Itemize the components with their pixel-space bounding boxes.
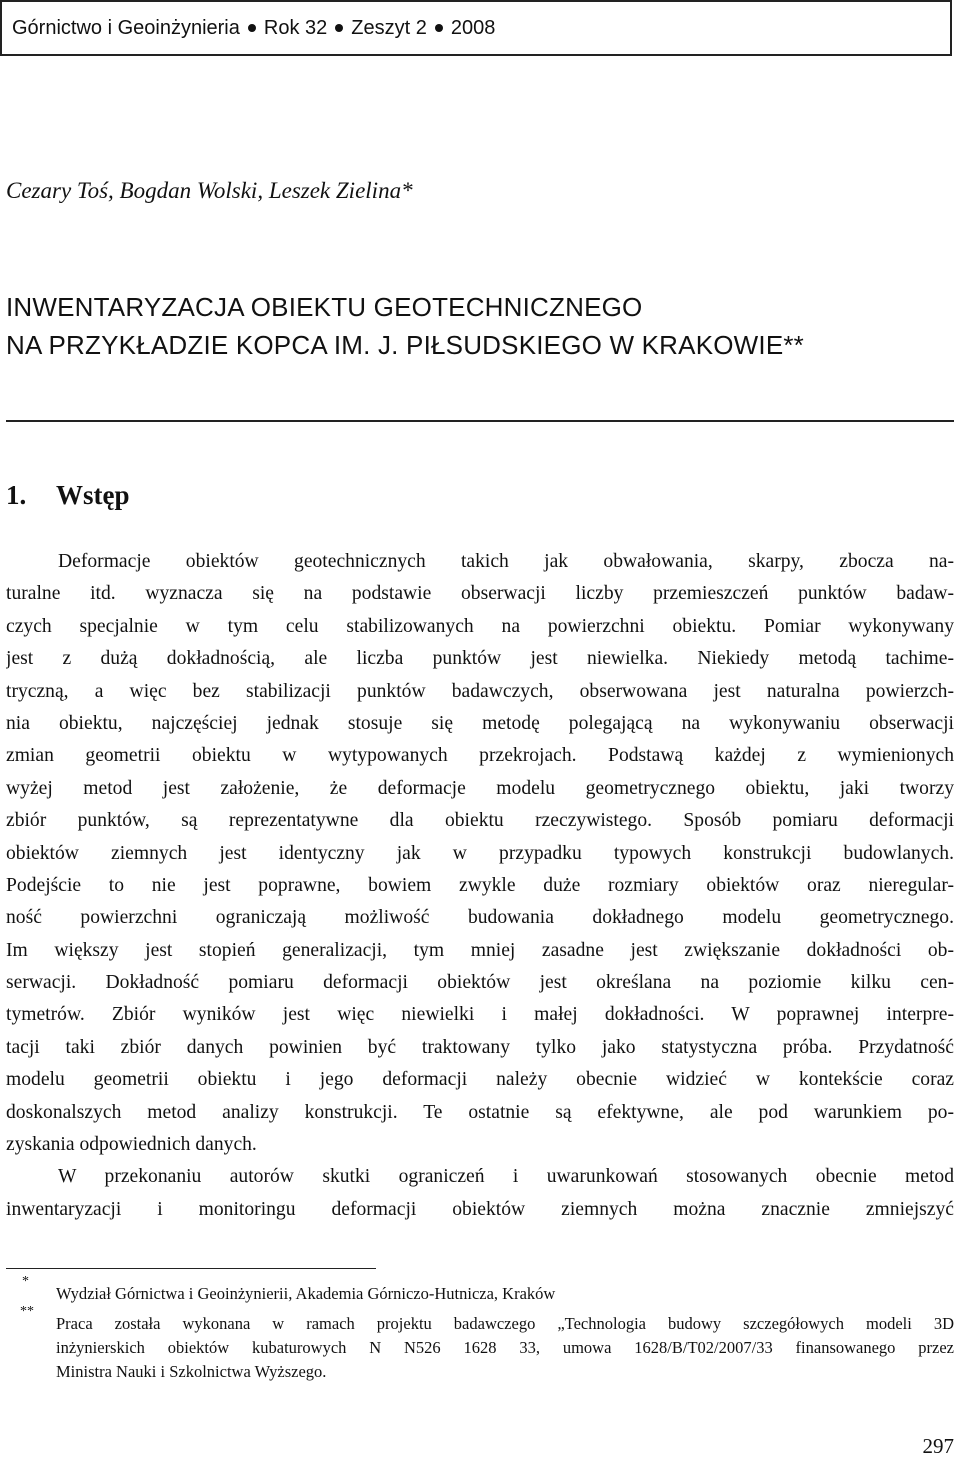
body-line: doskonalszych metod analizy konstrukcji. Te ostatnie są efektywne, ale pod warunkiem po- [6, 1101, 954, 1123]
body-line: jest z dużą dokładnością, ale liczba punktów jest niewielka. Niekiedy metodą tachime- [6, 648, 954, 670]
authors: Cezary Toś, Bogdan Wolski, Leszek Zielina* [6, 178, 413, 203]
footnote-mark: ** [20, 1304, 34, 1319]
page-number: 297 [922, 1434, 954, 1458]
footnote-affiliation [6, 1274, 954, 1306]
body-line: Podejście to nie jest poprawne, bowiem zwykle duże rozmiary obiektów oraz nieregular- [6, 874, 954, 896]
body-line: tryczną, a więc bez stabilizacji punktów badawczych, obserwowana jest naturalna powierzch- [6, 680, 954, 702]
footnote-line: Wydział Górnictwa i Geoinżynierii, Akademia Górniczo-Hutnicza, Kraków [56, 1284, 556, 1303]
journal-year-volume: Rok 32 [263, 17, 328, 39]
body-text [6, 546, 954, 1226]
body-line: modelu geometrii obiektu i jego deformacji należy obecnie widzieć w kontekście coraz [6, 1069, 954, 1091]
paper-title [6, 288, 804, 364]
body-line: nia obiektu, najczęściej jednak stosuje się metodę polegającą na wykonywaniu obserwacji [6, 712, 954, 734]
footnote-line: Praca została wykonana w ramach projektu badawczego „Technologia budowy szczegółowych modeli 3D [56, 1314, 954, 1333]
section-title: Wstęp [56, 480, 130, 510]
footnote-divider [6, 1268, 376, 1269]
bullet-icon [248, 24, 256, 32]
journal-issue: Zeszyt 2 [351, 17, 427, 39]
body-line: zmian geometrii obiektu w wytypowanych przekrojach. Podstawą każdej z wymienionych [6, 745, 954, 767]
body-line: W przekonaniu autorów skutki ograniczeń i uwarunkowań stosowanych obecnie metod [58, 1166, 954, 1188]
body-line: zyskania odpowiednich danych. [6, 1134, 257, 1156]
journal-year: 2008 [450, 17, 496, 39]
footnote-line: inżynierskich obiektów kubaturowych N N526 1628 33, umowa 1628/B/T02/2007/33 finansowanego przez [56, 1338, 954, 1357]
body-line: ność powierzchni ograniczają możliwość budowania dokładnego modelu geometrycznego. [6, 907, 954, 929]
journal-name: Górnictwo i Geoinżynieria [12, 17, 240, 39]
paper-title-line: NA PRZYKŁADZIE KOPCA IM. J. PIŁSUDSKIEGO W KRAKOWIE** [6, 330, 805, 360]
body-line: obiektów ziemnych jest identyczny jak w przypadku typowych konstrukcji budowlanych. [6, 842, 954, 864]
body-line: Deformacje obiektów geotechnicznych takich jak obwałowania, skarpy, zbocza na- [58, 551, 954, 572]
body-line: czych specjalnie w tym celu stabilizowanych na powierzchni obiektu. Pomiar wykonywany [6, 615, 954, 637]
body-line: wyżej metod jest założenie, że deformacje modelu geometrycznego obiektu, jaki tworzy [6, 777, 954, 799]
body-line: inwentaryzacji i monitoringu deformacji obiektów ziemnych można znacznie zmniejszyć [6, 1198, 954, 1220]
body-line: tacji taki zbiór danych powinien być traktowany tylko jako statystyczna próba. Przydatność [6, 1036, 954, 1058]
body-line: Im większy jest stopień generalizacji, tym mniej zasadne jest zwiększanie dokładności ob- [6, 939, 954, 961]
body-line: turalne itd. wyznacza się na podstawie obserwacji liczby przemieszczeń punktów badaw- [6, 583, 954, 605]
bullet-icon [335, 24, 343, 32]
footnote-funding [6, 1304, 954, 1384]
body-line: tymetrów. Zbiór wyników jest więc niewielki i małej dokładności. W poprawnej interpre- [6, 1004, 954, 1026]
bullet-icon [435, 24, 443, 32]
body-line: zbiór punktów, są reprezentatywne dla obiektu rzeczywistego. Sposób pomiaru deformacji [6, 810, 954, 832]
footnote-line: Ministra Nauki i Szkolnictwa Wyższego. [56, 1362, 327, 1381]
paper-title-line: INWENTARYZACJA OBIEKTU GEOTECHNICZNEGO [6, 292, 643, 322]
section-heading [6, 480, 130, 511]
section-number: 1. [6, 480, 27, 510]
body-line: serwacji. Dokładność pomiaru deformacji obiektów jest określana na poziomie kilku cen- [6, 972, 954, 994]
title-divider [6, 420, 954, 422]
footnote-mark: * [22, 1274, 29, 1289]
footnotes [6, 1274, 954, 1384]
journal-header [0, 0, 952, 56]
